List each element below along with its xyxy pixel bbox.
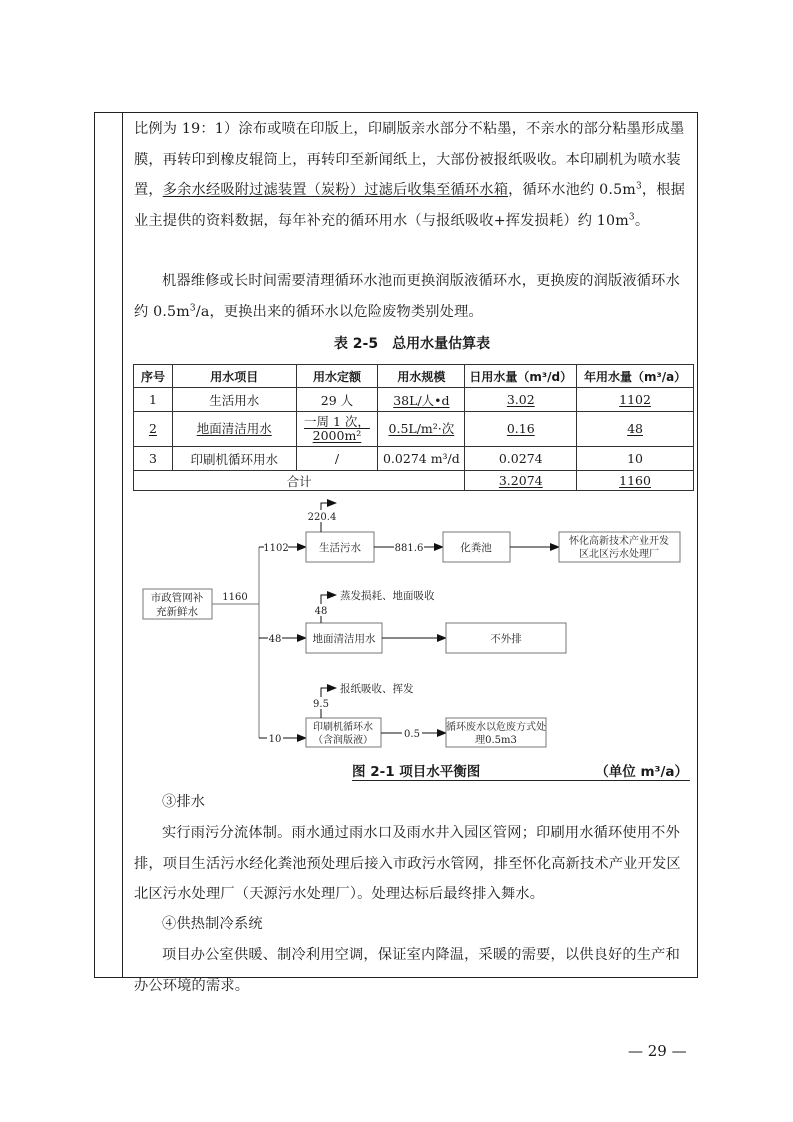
- source-label-1: 市政管网补: [150, 592, 204, 604]
- paragraph-drainage: 实行雨污分流体制。雨水通过雨水口及雨水井入园区管网；印刷用水循环使用不外排，项目生活污水经化粪池预处理后接入市政污水管网，排至怀化高新技术产业开发区北区污水处理厂（天源污水处理厂）。处理达标后最终排入舞水。: [134, 825, 681, 902]
- print-box-label-1: 印刷机循环水: [313, 722, 373, 733]
- table-row: [134, 412, 694, 447]
- heading-hvac: ④供热制冷系统: [162, 916, 263, 932]
- cell-annual: 1102: [577, 388, 694, 412]
- no-discharge-label: 不外排: [490, 633, 522, 645]
- total-annual: 1160: [577, 471, 694, 491]
- page-number: — 29 —: [628, 1042, 687, 1060]
- cell-item: 生活用水: [172, 388, 296, 412]
- header-cell: 序号: [134, 365, 173, 388]
- cell-annual: 10: [577, 447, 694, 471]
- floor-in-flow: 48: [268, 634, 282, 645]
- table-header-row: [134, 365, 694, 388]
- table-row: [134, 388, 694, 412]
- cell-index: 2: [134, 412, 173, 447]
- cell-daily: 3.02: [465, 388, 577, 412]
- figure-title: 图 2-1 项目水平衡图: [352, 764, 481, 780]
- text-segment: 。: [634, 212, 650, 229]
- figure-caption: [352, 760, 690, 781]
- header-cell: 年用水量（m³/a）: [577, 365, 694, 388]
- figure-unit: （单位 m³/a）: [595, 764, 688, 780]
- cell-item: 印刷机循环用水: [172, 447, 296, 471]
- cell-scale: 0.0274 m³/d: [378, 447, 465, 471]
- text-segment: /a，更换出来的循环水以危险废物类别处理。: [195, 303, 483, 320]
- quota-line-2: 2000m²: [312, 428, 362, 443]
- cell-scale: 38L/人•d: [378, 388, 465, 412]
- cell-scale: 0.5L/m²·次: [378, 412, 465, 447]
- cell-daily: 0.0274: [465, 447, 577, 471]
- cell-quota: 29 人: [296, 388, 378, 412]
- domestic-in-flow: 1102: [263, 543, 289, 554]
- print-box-label-2: （含润版液）: [313, 735, 373, 746]
- text-segment: ，循环水池约 0.5m: [508, 182, 636, 198]
- floor-loss-label: 蒸发损耗、地面吸收: [340, 590, 435, 602]
- quota-line-1: 一周 1 次，: [304, 414, 370, 429]
- domestic-box-label: 生活污水: [319, 542, 361, 554]
- cell-index: 3: [134, 447, 173, 471]
- water-balance-diagram: [130, 492, 690, 757]
- table-title: 表 2-5 总用水量估算表: [333, 336, 491, 352]
- table-total-row: [134, 471, 694, 491]
- paragraph-hvac: 项目办公室供暖、制冷利用空调，保证室内降温，采暖的需要，以供良好的生产和办公环境的需求。: [134, 947, 680, 994]
- header-cell: 日用水量（m³/d）: [465, 365, 577, 388]
- cell-quota: /: [296, 447, 378, 471]
- floor-loss-flow: 48: [314, 606, 328, 617]
- plant-label-2: 区北区污水处理厂: [579, 549, 659, 560]
- septic-box-label: 化粪池: [460, 542, 492, 554]
- print-in-flow: 10: [268, 734, 282, 745]
- cell-annual: 48: [577, 412, 694, 447]
- paragraph-printing-process: [134, 114, 690, 236]
- total-daily: 3.2074: [465, 471, 577, 491]
- cell-index: 1: [134, 388, 173, 412]
- header-cell: 用水定额: [296, 365, 378, 388]
- text-segment: 比例为 19：1）涂布或喷在印版上，印刷版亲水部分不粘墨，不亲水的部分粘墨形成墨膜，再转印到橡皮辊筒上，再转印至新闻纸上，大部份被报纸吸收。本印刷机为喷水装置，: [134, 121, 685, 198]
- cell-item: 地面清洁用水: [172, 412, 296, 447]
- domestic-loss-flow: 220.4: [307, 512, 337, 523]
- text-segment: 机器维修或长时间需要清理循环水池而更换润版液循环水，更换废的润版液循环水约 0.5m: [134, 273, 680, 320]
- underlined-text: 多余水经吸附过滤装置（炭粉）过滤后收集至循环水箱: [162, 182, 509, 198]
- water-usage-table: [133, 364, 694, 491]
- plant-label-1: 怀化高新技术产业开发: [569, 536, 669, 547]
- text-segment: ，根据业主提供的资料数据，每年补充的循环用水（与报纸吸收+挥发损耗）约 10m: [134, 182, 686, 229]
- total-label: 合计: [134, 471, 465, 491]
- domestic-out-flow: 881.6: [394, 543, 424, 554]
- print-loss-flow: 9.5: [313, 699, 329, 710]
- cell-daily: 0.16: [465, 412, 577, 447]
- superscript: 3: [628, 211, 635, 222]
- hazardous-label-2: 理0.5m3: [475, 735, 517, 746]
- print-out-flow: 0.5: [404, 729, 420, 740]
- header-cell: 用水规模: [378, 365, 465, 388]
- superscript: 3: [635, 181, 642, 192]
- paragraph-maintenance: [134, 266, 690, 327]
- floor-box-label: 地面清洁用水: [312, 633, 376, 645]
- source-flow: 1160: [222, 592, 248, 603]
- print-loss-label: 报纸吸收、挥发: [340, 683, 414, 695]
- superscript: 3: [189, 302, 196, 313]
- hazardous-label-1: 循环废水以危废方式处: [446, 722, 546, 733]
- cell-quota: [296, 412, 378, 447]
- column-divider: [122, 112, 123, 978]
- source-label-2: 充新鲜水: [156, 606, 198, 618]
- table-row: [134, 447, 694, 471]
- header-cell: 用水项目: [172, 365, 296, 388]
- heading-drainage: ③排水: [162, 794, 206, 810]
